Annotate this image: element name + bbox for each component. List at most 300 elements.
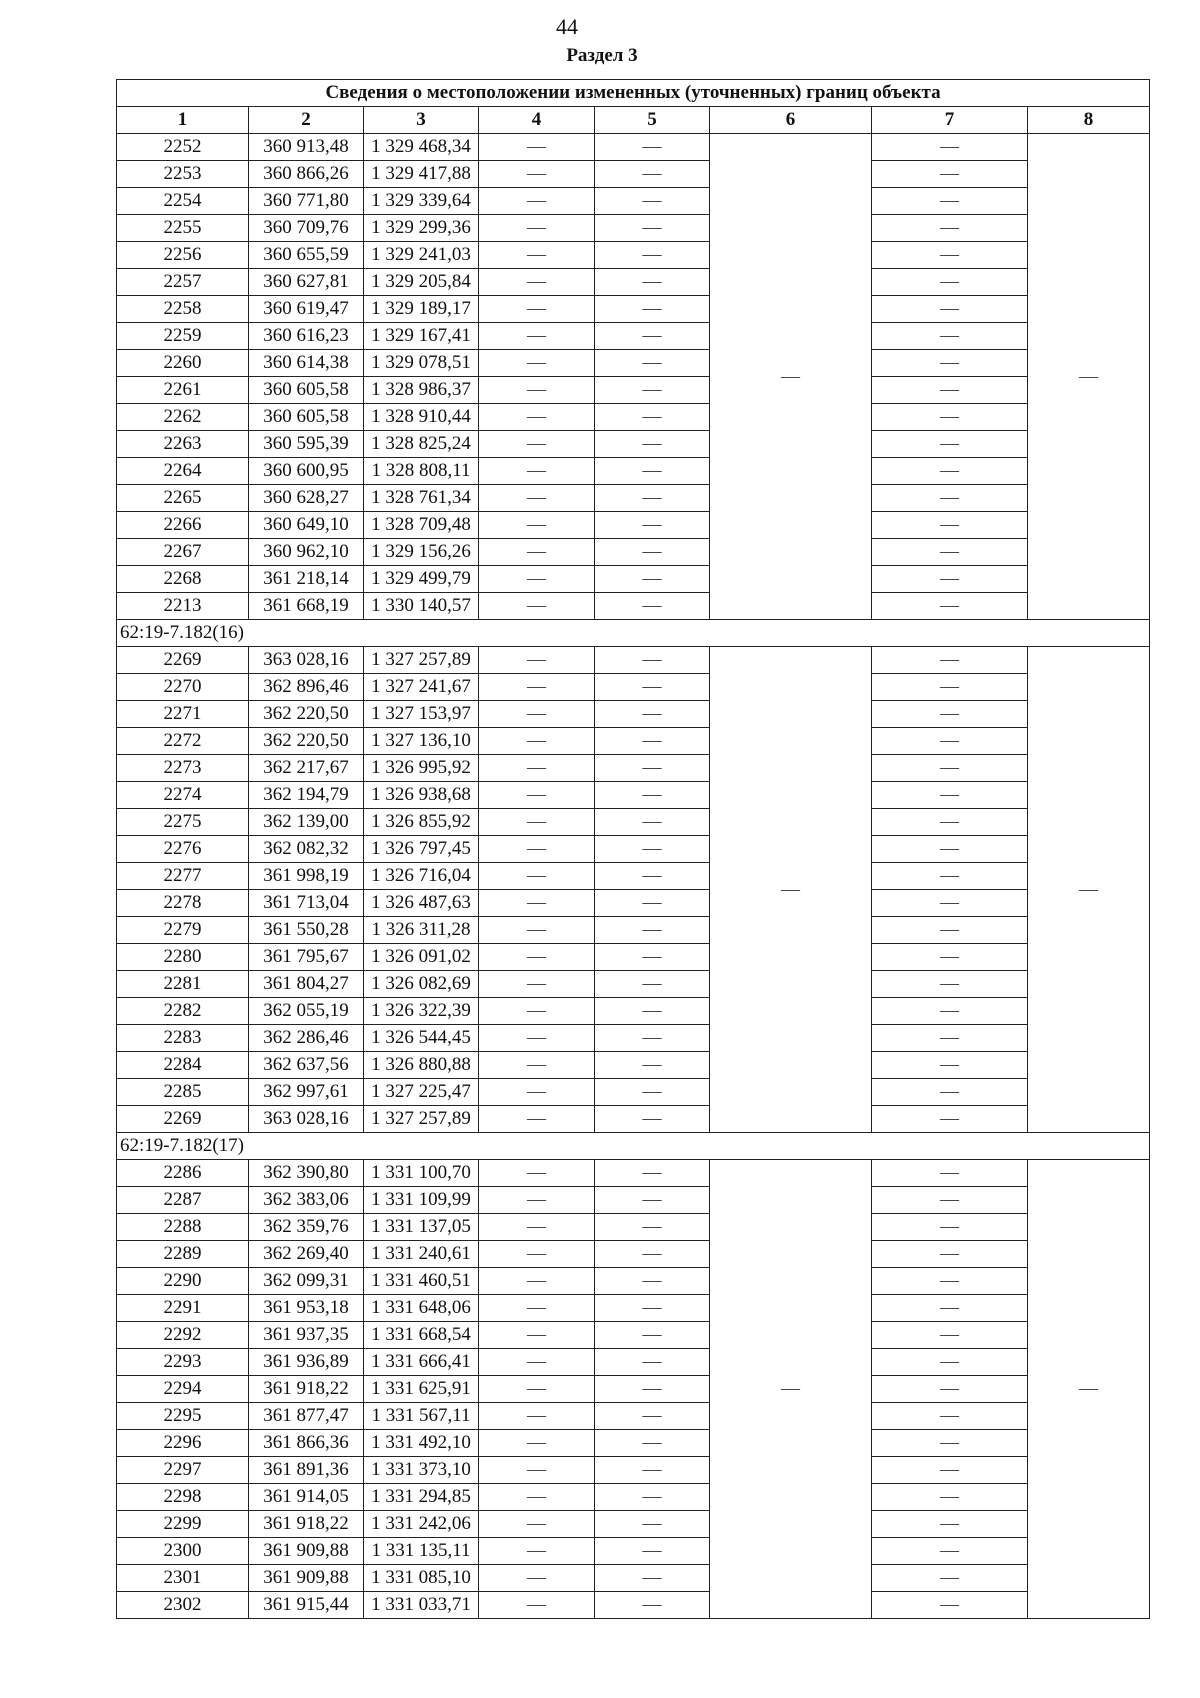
col5-dash: — bbox=[595, 431, 710, 458]
point-number: 2213 bbox=[117, 593, 249, 620]
col5-dash: — bbox=[595, 1025, 710, 1052]
col5-dash: — bbox=[595, 1295, 710, 1322]
table-row bbox=[117, 1052, 1150, 1079]
point-number: 2262 bbox=[117, 404, 249, 431]
col7-dash: — bbox=[872, 431, 1028, 458]
col8-merged-dash: — bbox=[1028, 1160, 1150, 1619]
coordinate-y: 1 331 135,11 bbox=[364, 1538, 479, 1565]
coordinate-y: 1 326 855,92 bbox=[364, 809, 479, 836]
col4-dash: — bbox=[479, 512, 595, 539]
col5-dash: — bbox=[595, 863, 710, 890]
coordinate-y: 1 329 499,79 bbox=[364, 566, 479, 593]
col4-dash: — bbox=[479, 728, 595, 755]
col7-dash: — bbox=[872, 1268, 1028, 1295]
point-number: 2287 bbox=[117, 1187, 249, 1214]
col4-dash: — bbox=[479, 836, 595, 863]
table-row bbox=[117, 1592, 1150, 1619]
point-number: 2257 bbox=[117, 269, 249, 296]
col7-dash: — bbox=[872, 890, 1028, 917]
coordinate-x: 361 915,44 bbox=[249, 1592, 364, 1619]
col7-dash: — bbox=[872, 1241, 1028, 1268]
coordinate-y: 1 331 242,06 bbox=[364, 1511, 479, 1538]
point-number: 2283 bbox=[117, 1025, 249, 1052]
point-number: 2268 bbox=[117, 566, 249, 593]
point-number: 2264 bbox=[117, 458, 249, 485]
table-row bbox=[117, 458, 1150, 485]
col7-dash: — bbox=[872, 269, 1028, 296]
col4-dash: — bbox=[479, 323, 595, 350]
coordinate-x: 362 220,50 bbox=[249, 701, 364, 728]
col4-dash: — bbox=[479, 1187, 595, 1214]
coordinate-y: 1 331 567,11 bbox=[364, 1403, 479, 1430]
col4-dash: — bbox=[479, 674, 595, 701]
table-row bbox=[117, 1295, 1150, 1322]
coordinate-y: 1 329 299,36 bbox=[364, 215, 479, 242]
col7-dash: — bbox=[872, 755, 1028, 782]
col5-dash: — bbox=[595, 161, 710, 188]
col5-dash: — bbox=[595, 809, 710, 836]
table-row bbox=[117, 1322, 1150, 1349]
coordinate-x: 361 953,18 bbox=[249, 1295, 364, 1322]
col7-dash: — bbox=[872, 539, 1028, 566]
coordinate-x: 361 909,88 bbox=[249, 1538, 364, 1565]
col4-dash: — bbox=[479, 188, 595, 215]
point-number: 2284 bbox=[117, 1052, 249, 1079]
col4-dash: — bbox=[479, 134, 595, 161]
coordinate-x: 360 962,10 bbox=[249, 539, 364, 566]
point-number: 2252 bbox=[117, 134, 249, 161]
coordinate-x: 362 139,00 bbox=[249, 809, 364, 836]
col5-dash: — bbox=[595, 647, 710, 674]
object-code-row bbox=[117, 1133, 1150, 1160]
coordinate-x: 360 616,23 bbox=[249, 323, 364, 350]
table-row bbox=[117, 377, 1150, 404]
table-row bbox=[117, 1268, 1150, 1295]
col7-dash: — bbox=[872, 971, 1028, 998]
point-number: 2275 bbox=[117, 809, 249, 836]
col7-dash: — bbox=[872, 485, 1028, 512]
coordinate-y: 1 326 544,45 bbox=[364, 1025, 479, 1052]
col5-dash: — bbox=[595, 917, 710, 944]
col4-dash: — bbox=[479, 890, 595, 917]
point-number: 2281 bbox=[117, 971, 249, 998]
coordinate-y: 1 326 091,02 bbox=[364, 944, 479, 971]
col4-dash: — bbox=[479, 593, 595, 620]
col4-dash: — bbox=[479, 215, 595, 242]
table-row bbox=[117, 296, 1150, 323]
coordinate-y: 1 328 808,11 bbox=[364, 458, 479, 485]
col5-dash: — bbox=[595, 539, 710, 566]
table-row bbox=[117, 1565, 1150, 1592]
point-number: 2290 bbox=[117, 1268, 249, 1295]
coordinate-y: 1 331 100,70 bbox=[364, 1160, 479, 1187]
point-number: 2293 bbox=[117, 1349, 249, 1376]
col5-dash: — bbox=[595, 323, 710, 350]
col7-dash: — bbox=[872, 674, 1028, 701]
point-number: 2265 bbox=[117, 485, 249, 512]
coordinate-x: 362 220,50 bbox=[249, 728, 364, 755]
table-row bbox=[117, 1025, 1150, 1052]
coordinate-x: 360 627,81 bbox=[249, 269, 364, 296]
col4-dash: — bbox=[479, 566, 595, 593]
col4-dash: — bbox=[479, 1295, 595, 1322]
point-number: 2273 bbox=[117, 755, 249, 782]
coordinate-y: 1 331 240,61 bbox=[364, 1241, 479, 1268]
col4-dash: — bbox=[479, 1457, 595, 1484]
col4-dash: — bbox=[479, 917, 595, 944]
coordinate-y: 1 330 140,57 bbox=[364, 593, 479, 620]
col4-dash: — bbox=[479, 458, 595, 485]
column-header: 8 bbox=[1028, 107, 1150, 134]
col8-merged-dash: — bbox=[1028, 647, 1150, 1133]
point-number: 2299 bbox=[117, 1511, 249, 1538]
point-number: 2269 bbox=[117, 647, 249, 674]
column-header: 6 bbox=[710, 107, 872, 134]
coordinate-x: 360 595,39 bbox=[249, 431, 364, 458]
col5-dash: — bbox=[595, 701, 710, 728]
col7-dash: — bbox=[872, 404, 1028, 431]
caption-row bbox=[117, 80, 1150, 107]
table-row bbox=[117, 485, 1150, 512]
col7-dash: — bbox=[872, 647, 1028, 674]
coordinate-y: 1 329 241,03 bbox=[364, 242, 479, 269]
col5-dash: — bbox=[595, 998, 710, 1025]
col4-dash: — bbox=[479, 1484, 595, 1511]
point-number: 2263 bbox=[117, 431, 249, 458]
col4-dash: — bbox=[479, 1376, 595, 1403]
col5-dash: — bbox=[595, 458, 710, 485]
table-row bbox=[117, 1511, 1150, 1538]
col7-dash: — bbox=[872, 863, 1028, 890]
coordinate-y: 1 326 938,68 bbox=[364, 782, 479, 809]
coordinate-y: 1 326 487,63 bbox=[364, 890, 479, 917]
col5-dash: — bbox=[595, 1538, 710, 1565]
col5-dash: — bbox=[595, 269, 710, 296]
col5-dash: — bbox=[595, 1214, 710, 1241]
table-row bbox=[117, 1349, 1150, 1376]
table-row bbox=[117, 1538, 1150, 1565]
col4-dash: — bbox=[479, 1403, 595, 1430]
coordinate-x: 362 637,56 bbox=[249, 1052, 364, 1079]
col4-dash: — bbox=[479, 971, 595, 998]
coordinate-x: 361 918,22 bbox=[249, 1511, 364, 1538]
col7-dash: — bbox=[872, 188, 1028, 215]
col6-merged-dash: — bbox=[710, 647, 872, 1133]
coordinate-y: 1 326 797,45 bbox=[364, 836, 479, 863]
col5-dash: — bbox=[595, 1241, 710, 1268]
object-code: 62:19-7.182(17) bbox=[117, 1133, 1150, 1160]
table-row bbox=[117, 1214, 1150, 1241]
coordinate-x: 360 655,59 bbox=[249, 242, 364, 269]
column-header: 4 bbox=[479, 107, 595, 134]
table-row bbox=[117, 593, 1150, 620]
table-row bbox=[117, 1457, 1150, 1484]
col5-dash: — bbox=[595, 1376, 710, 1403]
coordinate-x: 362 269,40 bbox=[249, 1241, 364, 1268]
column-header: 5 bbox=[595, 107, 710, 134]
col7-dash: — bbox=[872, 1457, 1028, 1484]
coordinate-y: 1 326 082,69 bbox=[364, 971, 479, 998]
col5-dash: — bbox=[595, 593, 710, 620]
table-row bbox=[117, 323, 1150, 350]
point-number: 2256 bbox=[117, 242, 249, 269]
coordinate-x: 361 877,47 bbox=[249, 1403, 364, 1430]
col5-dash: — bbox=[595, 728, 710, 755]
col7-dash: — bbox=[872, 1430, 1028, 1457]
table-row bbox=[117, 890, 1150, 917]
col5-dash: — bbox=[595, 1187, 710, 1214]
table-row bbox=[117, 917, 1150, 944]
coordinate-x: 360 619,47 bbox=[249, 296, 364, 323]
col7-dash: — bbox=[872, 1106, 1028, 1133]
coordinate-x: 360 600,95 bbox=[249, 458, 364, 485]
point-number: 2277 bbox=[117, 863, 249, 890]
point-number: 2280 bbox=[117, 944, 249, 971]
coordinate-y: 1 329 339,64 bbox=[364, 188, 479, 215]
col5-dash: — bbox=[595, 485, 710, 512]
point-number: 2302 bbox=[117, 1592, 249, 1619]
col5-dash: — bbox=[595, 1160, 710, 1187]
col4-dash: — bbox=[479, 161, 595, 188]
col4-dash: — bbox=[479, 863, 595, 890]
table-row bbox=[117, 215, 1150, 242]
point-number: 2260 bbox=[117, 350, 249, 377]
coordinate-x: 361 218,14 bbox=[249, 566, 364, 593]
table-row bbox=[117, 242, 1150, 269]
col5-dash: — bbox=[595, 188, 710, 215]
table-row bbox=[117, 701, 1150, 728]
col4-dash: — bbox=[479, 1430, 595, 1457]
col6-merged-dash: — bbox=[710, 134, 872, 620]
coordinate-x: 363 028,16 bbox=[249, 1106, 364, 1133]
coordinate-x: 360 605,58 bbox=[249, 377, 364, 404]
coordinate-y: 1 326 311,28 bbox=[364, 917, 479, 944]
col7-dash: — bbox=[872, 134, 1028, 161]
col5-dash: — bbox=[595, 1511, 710, 1538]
col7-dash: — bbox=[872, 1322, 1028, 1349]
col7-dash: — bbox=[872, 701, 1028, 728]
col5-dash: — bbox=[595, 350, 710, 377]
coordinate-y: 1 331 085,10 bbox=[364, 1565, 479, 1592]
col5-dash: — bbox=[595, 1268, 710, 1295]
coordinate-x: 360 649,10 bbox=[249, 512, 364, 539]
coordinate-x: 361 668,19 bbox=[249, 593, 364, 620]
coordinate-y: 1 328 986,37 bbox=[364, 377, 479, 404]
col4-dash: — bbox=[479, 1349, 595, 1376]
col7-dash: — bbox=[872, 161, 1028, 188]
point-number: 2288 bbox=[117, 1214, 249, 1241]
col5-dash: — bbox=[595, 1079, 710, 1106]
point-number: 2254 bbox=[117, 188, 249, 215]
coordinate-x: 362 194,79 bbox=[249, 782, 364, 809]
col4-dash: — bbox=[479, 1322, 595, 1349]
col7-dash: — bbox=[872, 809, 1028, 836]
table-row bbox=[117, 971, 1150, 998]
coordinate-y: 1 328 709,48 bbox=[364, 512, 479, 539]
col4-dash: — bbox=[479, 701, 595, 728]
table-row bbox=[117, 809, 1150, 836]
col5-dash: — bbox=[595, 1403, 710, 1430]
coordinate-x: 360 771,80 bbox=[249, 188, 364, 215]
col7-dash: — bbox=[872, 944, 1028, 971]
coordinate-x: 362 286,46 bbox=[249, 1025, 364, 1052]
table-row bbox=[117, 269, 1150, 296]
col7-dash: — bbox=[872, 1565, 1028, 1592]
coordinate-y: 1 328 910,44 bbox=[364, 404, 479, 431]
col4-dash: — bbox=[479, 647, 595, 674]
coordinate-y: 1 331 033,71 bbox=[364, 1592, 479, 1619]
coordinate-y: 1 331 648,06 bbox=[364, 1295, 479, 1322]
coordinate-x: 361 937,35 bbox=[249, 1322, 364, 1349]
page-number: 44 bbox=[556, 14, 578, 39]
col7-dash: — bbox=[872, 377, 1028, 404]
col7-dash: — bbox=[872, 1484, 1028, 1511]
table-row bbox=[117, 1484, 1150, 1511]
coordinate-x: 361 550,28 bbox=[249, 917, 364, 944]
col4-dash: — bbox=[479, 377, 595, 404]
coordinate-y: 1 329 205,84 bbox=[364, 269, 479, 296]
col5-dash: — bbox=[595, 134, 710, 161]
col4-dash: — bbox=[479, 1241, 595, 1268]
col4-dash: — bbox=[479, 1538, 595, 1565]
table-row bbox=[117, 512, 1150, 539]
table-row bbox=[117, 539, 1150, 566]
coordinate-x: 361 936,89 bbox=[249, 1349, 364, 1376]
col4-dash: — bbox=[479, 1268, 595, 1295]
col7-dash: — bbox=[872, 1025, 1028, 1052]
col7-dash: — bbox=[872, 1079, 1028, 1106]
coordinate-y: 1 326 995,92 bbox=[364, 755, 479, 782]
point-number: 2278 bbox=[117, 890, 249, 917]
col4-dash: — bbox=[479, 296, 595, 323]
table-row bbox=[117, 188, 1150, 215]
col5-dash: — bbox=[595, 1457, 710, 1484]
point-number: 2295 bbox=[117, 1403, 249, 1430]
col5-dash: — bbox=[595, 566, 710, 593]
coordinate-x: 360 614,38 bbox=[249, 350, 364, 377]
coordinate-x: 361 914,05 bbox=[249, 1484, 364, 1511]
col4-dash: — bbox=[479, 1025, 595, 1052]
coordinate-x: 363 028,16 bbox=[249, 647, 364, 674]
table-row bbox=[117, 1376, 1150, 1403]
col4-dash: — bbox=[479, 269, 595, 296]
table-caption: Сведения о местоположении измененных (уточненных) границ объекта bbox=[117, 80, 1150, 107]
coordinate-x: 360 605,58 bbox=[249, 404, 364, 431]
coordinate-y: 1 327 225,47 bbox=[364, 1079, 479, 1106]
table-row bbox=[117, 755, 1150, 782]
table-row bbox=[117, 1241, 1150, 1268]
col7-dash: — bbox=[872, 242, 1028, 269]
col5-dash: — bbox=[595, 755, 710, 782]
col4-dash: — bbox=[479, 944, 595, 971]
col7-dash: — bbox=[872, 998, 1028, 1025]
col4-dash: — bbox=[479, 1160, 595, 1187]
coordinate-y: 1 326 322,39 bbox=[364, 998, 479, 1025]
col4-dash: — bbox=[479, 350, 595, 377]
point-number: 2259 bbox=[117, 323, 249, 350]
col4-dash: — bbox=[479, 755, 595, 782]
table-row bbox=[117, 1187, 1150, 1214]
column-header: 1 bbox=[117, 107, 249, 134]
coordinate-x: 361 909,88 bbox=[249, 1565, 364, 1592]
boundary-coordinates-table bbox=[116, 79, 1150, 1619]
col4-dash: — bbox=[479, 1592, 595, 1619]
coordinate-y: 1 331 109,99 bbox=[364, 1187, 479, 1214]
col5-dash: — bbox=[595, 1052, 710, 1079]
col7-dash: — bbox=[872, 1538, 1028, 1565]
col5-dash: — bbox=[595, 1430, 710, 1457]
coordinate-y: 1 327 241,67 bbox=[364, 674, 479, 701]
coordinate-x: 362 383,06 bbox=[249, 1187, 364, 1214]
table-row bbox=[117, 1430, 1150, 1457]
col5-dash: — bbox=[595, 296, 710, 323]
point-number: 2255 bbox=[117, 215, 249, 242]
col7-dash: — bbox=[872, 1349, 1028, 1376]
coordinate-y: 1 328 825,24 bbox=[364, 431, 479, 458]
point-number: 2270 bbox=[117, 674, 249, 701]
col5-dash: — bbox=[595, 674, 710, 701]
table-row bbox=[117, 404, 1150, 431]
point-number: 2267 bbox=[117, 539, 249, 566]
coordinate-y: 1 327 257,89 bbox=[364, 1106, 479, 1133]
table-row bbox=[117, 836, 1150, 863]
section-title: Раздел 3 bbox=[566, 45, 638, 66]
coordinate-y: 1 327 153,97 bbox=[364, 701, 479, 728]
col4-dash: — bbox=[479, 998, 595, 1025]
col4-dash: — bbox=[479, 809, 595, 836]
table-row bbox=[117, 998, 1150, 1025]
point-number: 2300 bbox=[117, 1538, 249, 1565]
col5-dash: — bbox=[595, 944, 710, 971]
table-row bbox=[117, 782, 1150, 809]
coordinate-x: 362 390,80 bbox=[249, 1160, 364, 1187]
table-row bbox=[117, 647, 1150, 674]
col5-dash: — bbox=[595, 890, 710, 917]
col7-dash: — bbox=[872, 728, 1028, 755]
coordinate-y: 1 331 294,85 bbox=[364, 1484, 479, 1511]
table-row bbox=[117, 863, 1150, 890]
coordinate-x: 361 918,22 bbox=[249, 1376, 364, 1403]
object-code: 62:19-7.182(16) bbox=[117, 620, 1150, 647]
coordinate-y: 1 326 716,04 bbox=[364, 863, 479, 890]
coordinate-y: 1 329 156,26 bbox=[364, 539, 479, 566]
col7-dash: — bbox=[872, 1511, 1028, 1538]
point-number: 2291 bbox=[117, 1295, 249, 1322]
point-number: 2271 bbox=[117, 701, 249, 728]
point-number: 2282 bbox=[117, 998, 249, 1025]
point-number: 2292 bbox=[117, 1322, 249, 1349]
coordinate-x: 361 713,04 bbox=[249, 890, 364, 917]
point-number: 2289 bbox=[117, 1241, 249, 1268]
coordinate-x: 362 896,46 bbox=[249, 674, 364, 701]
coordinate-y: 1 329 189,17 bbox=[364, 296, 479, 323]
coordinate-y: 1 331 373,10 bbox=[364, 1457, 479, 1484]
coordinate-x: 361 998,19 bbox=[249, 863, 364, 890]
coordinate-y: 1 331 137,05 bbox=[364, 1214, 479, 1241]
coordinate-x: 361 866,36 bbox=[249, 1430, 364, 1457]
coordinate-x: 362 099,31 bbox=[249, 1268, 364, 1295]
point-number: 2266 bbox=[117, 512, 249, 539]
coordinate-y: 1 331 492,10 bbox=[364, 1430, 479, 1457]
col7-dash: — bbox=[872, 1403, 1028, 1430]
col4-dash: — bbox=[479, 1106, 595, 1133]
col7-dash: — bbox=[872, 1295, 1028, 1322]
col5-dash: — bbox=[595, 215, 710, 242]
coordinate-y: 1 329 417,88 bbox=[364, 161, 479, 188]
coordinate-y: 1 331 625,91 bbox=[364, 1376, 479, 1403]
col7-dash: — bbox=[872, 917, 1028, 944]
col7-dash: — bbox=[872, 296, 1028, 323]
